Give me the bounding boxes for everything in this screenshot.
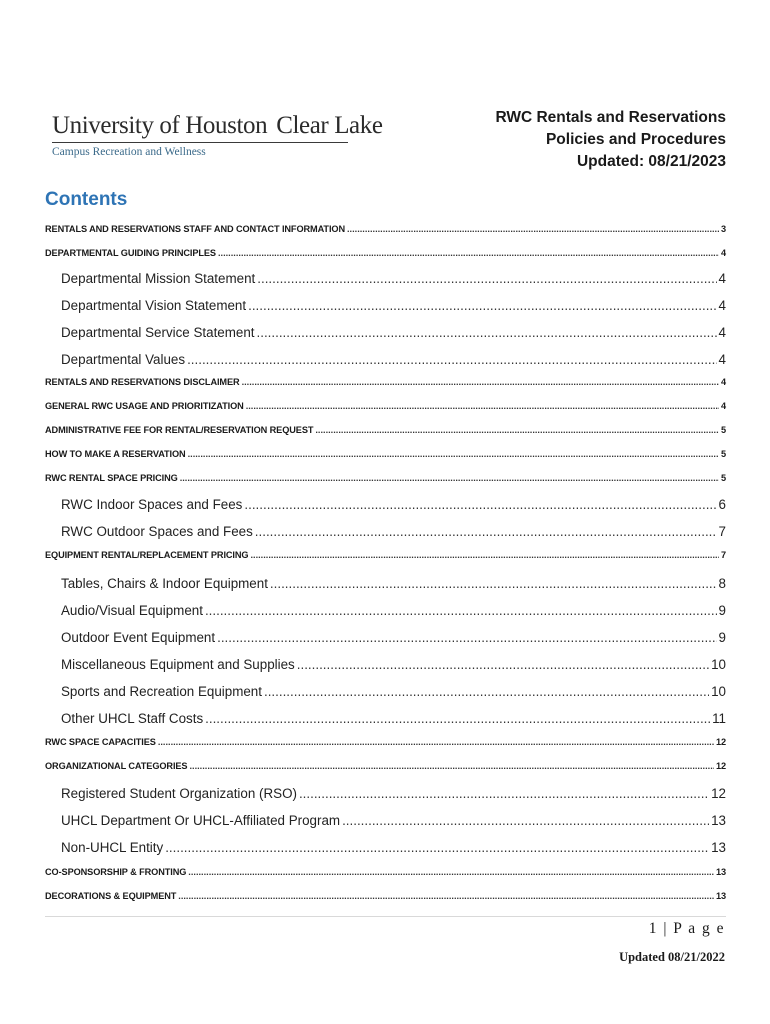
toc-entry[interactable]	[45, 497, 726, 512]
toc-entry[interactable]	[45, 813, 726, 828]
toc-leader-dots	[250, 550, 719, 560]
toc-entry-label: RENTALS AND RESERVATIONS DISCLAIMER	[45, 377, 240, 387]
toc-entry-label: RWC RENTAL SPACE PRICING	[45, 473, 178, 483]
header-subtitle: Policies and Procedures	[545, 131, 726, 148]
toc-entry-label: Audio/Visual Equipment	[61, 603, 203, 618]
toc-leader-dots	[218, 248, 719, 258]
toc-entry[interactable]	[45, 224, 726, 234]
toc-leader-dots	[205, 603, 717, 618]
toc-leader-dots	[178, 891, 714, 901]
toc-entry-label: RWC Outdoor Spaces and Fees	[61, 524, 253, 539]
toc-entry-page: 5	[720, 449, 726, 459]
toc-entry-page: 12	[711, 786, 726, 801]
toc-leader-dots	[270, 576, 717, 591]
toc-entry-label: ADMINISTRATIVE FEE FOR RENTAL/RESERVATION REQUEST	[45, 425, 314, 435]
toc-entry-label: RENTALS AND RESERVATIONS STAFF AND CONTACT INFORMATION	[45, 224, 345, 234]
toc-entry-label: Other UHCL Staff Costs	[61, 711, 204, 726]
toc-leader-dots	[248, 298, 716, 313]
toc-entry[interactable]	[45, 550, 726, 560]
toc-entry-label: DEPARTMENTAL GUIDING PRINCIPLES	[45, 248, 216, 258]
toc-entry-page: 4	[718, 298, 726, 313]
toc-entry[interactable]	[45, 298, 726, 313]
toc-entry-label: Departmental Service Statement	[61, 325, 255, 340]
toc-entry-page: 5	[720, 473, 726, 483]
toc-entry-label: Departmental Vision Statement	[61, 298, 247, 313]
toc-entry-label: Miscellaneous Equipment and Supplies	[61, 657, 295, 672]
toc-entry[interactable]	[45, 401, 726, 411]
toc-entry-page: 4	[718, 271, 726, 286]
toc-entry[interactable]	[45, 473, 726, 483]
toc-entry-page: 6	[718, 497, 726, 512]
toc-leader-dots	[257, 271, 716, 286]
toc-leader-dots	[246, 401, 719, 411]
toc-entry[interactable]	[45, 684, 726, 699]
toc-entry-label: ORGANIZATIONAL CATEGORIES	[45, 761, 188, 771]
toc-entry-page: 4	[718, 352, 726, 367]
toc-entry[interactable]	[45, 891, 726, 901]
toc-entry-page: 4	[718, 325, 726, 340]
toc-entry-page: 12	[715, 761, 726, 771]
toc-entry[interactable]	[45, 377, 726, 387]
toc-leader-dots	[205, 711, 710, 726]
toc-leader-dots	[242, 377, 719, 387]
toc-entry-label: HOW TO MAKE A RESERVATION	[45, 449, 186, 459]
toc-entry[interactable]	[45, 840, 726, 855]
toc-leader-dots	[188, 449, 719, 459]
toc-leader-dots	[217, 630, 716, 645]
toc-entry[interactable]	[45, 449, 726, 459]
toc-entry[interactable]	[45, 786, 726, 801]
toc-leader-dots	[244, 497, 716, 512]
toc-entry-label: DECORATIONS & EQUIPMENT	[45, 891, 177, 901]
toc-entry[interactable]	[45, 524, 726, 539]
university-logo	[52, 112, 383, 158]
toc-entry[interactable]	[45, 737, 726, 747]
toc-entry[interactable]	[45, 761, 726, 771]
toc-entry-page: 13	[715, 867, 726, 877]
toc-entry[interactable]	[45, 325, 726, 340]
toc-entry-label: Registered Student Organization (RSO)	[61, 786, 297, 801]
toc-leader-dots	[180, 473, 719, 483]
toc-entry-page: 13	[715, 891, 726, 901]
toc-entry-page: 4	[720, 401, 726, 411]
toc-leader-dots	[299, 786, 709, 801]
toc-entry-label: Departmental Values	[61, 352, 186, 367]
toc-entry[interactable]	[45, 352, 726, 367]
toc-entry-label: Outdoor Event Equipment	[61, 630, 216, 645]
toc-leader-dots	[315, 425, 719, 435]
toc-entry-page: 13	[711, 840, 726, 855]
toc-entry[interactable]	[45, 271, 726, 286]
toc-entry-label: Tables, Chairs & Indoor Equipment	[61, 576, 268, 591]
toc-leader-dots	[165, 840, 709, 855]
toc-entry-label: RWC Indoor Spaces and Fees	[61, 497, 243, 512]
toc-leader-dots	[347, 224, 719, 234]
toc-entry[interactable]	[45, 603, 726, 618]
toc-entry-label: Sports and Recreation Equipment	[61, 684, 262, 699]
toc-entry[interactable]	[45, 711, 726, 726]
header-updated-date: Updated: 08/21/2023	[576, 153, 726, 170]
header-title: RWC Rentals and Reservations	[495, 109, 726, 126]
toc-leader-dots	[187, 352, 716, 367]
logo-subtitle: Campus Recreation and Wellness	[52, 146, 206, 158]
footer-divider	[45, 916, 726, 917]
toc-entry-page: 8	[718, 576, 726, 591]
toc-entry[interactable]	[45, 248, 726, 258]
page-number: 1 | P a g e	[648, 920, 725, 937]
toc-entry[interactable]	[45, 425, 726, 435]
footer-updated-date: Updated 08/21/2022	[619, 950, 725, 964]
toc-entry-page: 7	[720, 550, 726, 560]
toc-entry-page: 11	[712, 711, 726, 726]
toc-leader-dots	[158, 737, 714, 747]
toc-entry-page: 10	[711, 657, 726, 672]
toc-entry[interactable]	[45, 867, 726, 877]
toc-entry-page: 3	[720, 224, 726, 234]
contents-heading: Contents	[45, 189, 128, 210]
logo-text-left: University of Houston	[52, 112, 268, 139]
toc-entry-page: 5	[720, 425, 726, 435]
toc-entry-page: 9	[718, 603, 726, 618]
logo-text-right: Clear Lake	[276, 112, 383, 139]
toc-entry-label: Non-UHCL Entity	[61, 840, 164, 855]
toc-entry[interactable]	[45, 576, 726, 591]
toc-entry-page: 10	[711, 684, 726, 699]
toc-entry-label: CO-SPONSORSHIP & FRONTING	[45, 867, 187, 877]
logo-rule	[52, 142, 348, 143]
toc-entry-page: 13	[711, 813, 726, 828]
toc-leader-dots	[188, 867, 714, 877]
toc-entry-page: 4	[720, 377, 726, 387]
toc-entry-page: 9	[718, 630, 726, 645]
toc-leader-dots	[342, 813, 709, 828]
toc-entry-page: 12	[715, 737, 726, 747]
toc-entry-page: 7	[718, 524, 726, 539]
toc-leader-dots	[257, 325, 717, 340]
toc-leader-dots	[264, 684, 709, 699]
toc-entry[interactable]	[45, 657, 726, 672]
toc-entry-label: GENERAL RWC USAGE AND PRIORITIZATION	[45, 401, 244, 411]
toc-entry-page: 4	[720, 248, 726, 258]
toc-leader-dots	[255, 524, 717, 539]
toc-entry-label: RWC SPACE CAPACITIES	[45, 737, 156, 747]
document-header	[495, 107, 726, 173]
toc-entry-label: UHCL Department Or UHCL-Affiliated Program	[61, 813, 341, 828]
toc-leader-dots	[189, 761, 714, 771]
logo-wordmark	[52, 112, 383, 140]
toc-entry-label: EQUIPMENT RENTAL/REPLACEMENT PRICING	[45, 550, 249, 560]
toc-leader-dots	[297, 657, 709, 672]
toc-entry-label: Departmental Mission Statement	[61, 271, 256, 286]
toc-entry[interactable]	[45, 630, 726, 645]
